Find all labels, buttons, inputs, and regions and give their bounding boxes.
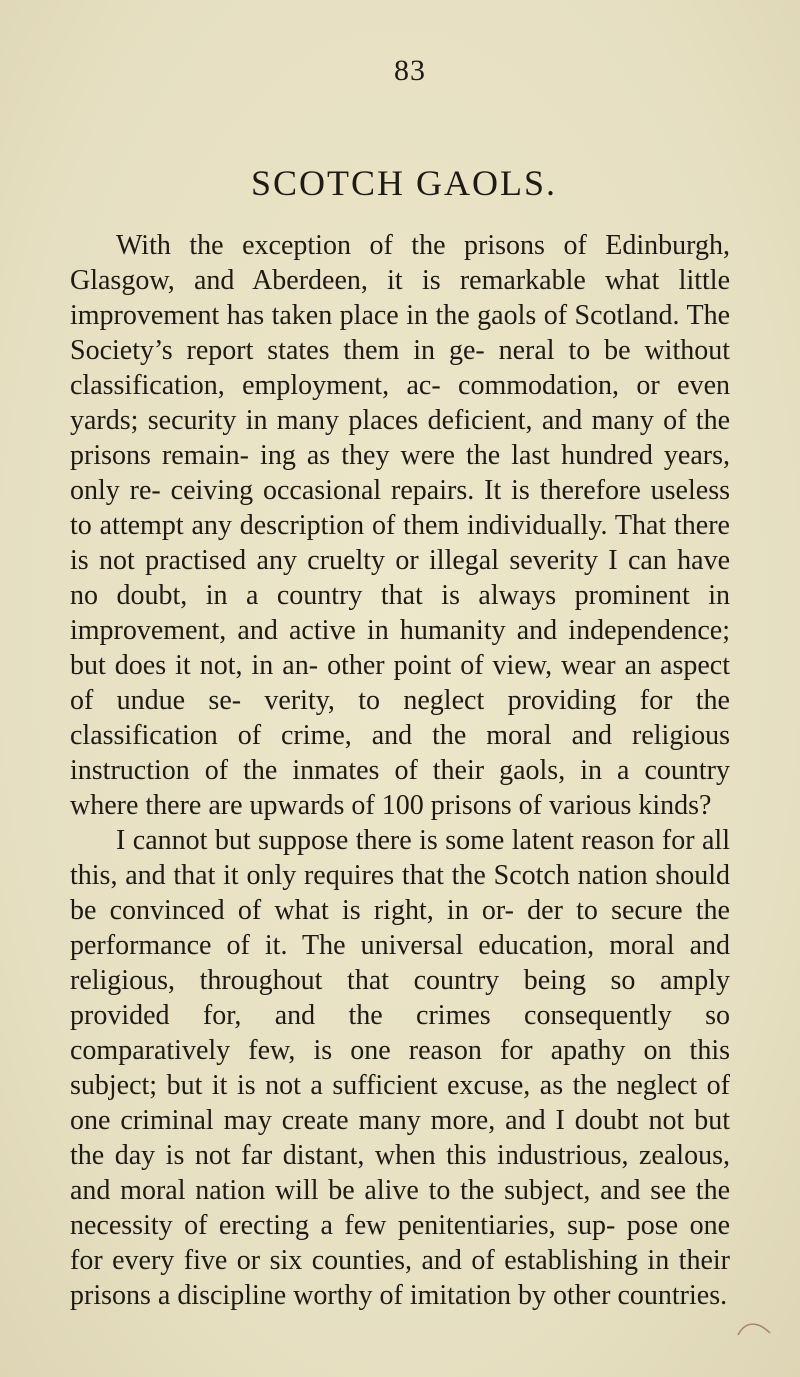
chapter-heading: SCOTCH GAOLS. <box>250 163 558 203</box>
page-number: 83 <box>394 54 426 87</box>
body-text <box>70 228 730 1313</box>
paragraph-2: I cannot but suppose there is some latent reason for all this, and that it only requires that the Scotch nation should be convinced of what is right, in or- der to secure the performance of it. The universal education, moral and religious, throughout that country being so amply provided for, and the crimes consequently so comparatively few, is one reason for apathy on this subject; but it is not a sufficient excuse, as the neglect of one criminal may create many more, and I doubt not but the day is not far distant, when this industrious, zealous, and moral nation will be alive to the subject, and see the necessity of erecting a few penitentiaries, sup- pose one for every five or six counties, and of establishing in their prisons a discipline worthy of imitation by other countries. <box>70 825 730 1311</box>
paragraph-1: With the exception of the prisons of Edinburgh, Glasgow, and Aberdeen, it is remarkable what little improvement has taken place in the gaols of Scotland. The Society’s report states them in ge- neral to be without classification, employment, ac- commodation, or even yards; security in many places deficient, and many of the prisons remain- ing as they were the last hundred years, only re- ceiving occasional repairs. It is therefore useless to attempt any description of them individually. That there is not practised any cruelty or illegal severity I can have no doubt, in a country that is always prominent in improvement, and active in humanity and independence; but does it not, in an- other point of view, wear an aspect of undue se- verity, to neglect providing for the classification of crime, and the moral and religious instruction of the inmates of their gaols, in a country where there are upwards of 100 prisons of various kinds? <box>70 230 730 821</box>
page-stain-mark <box>736 1319 772 1337</box>
